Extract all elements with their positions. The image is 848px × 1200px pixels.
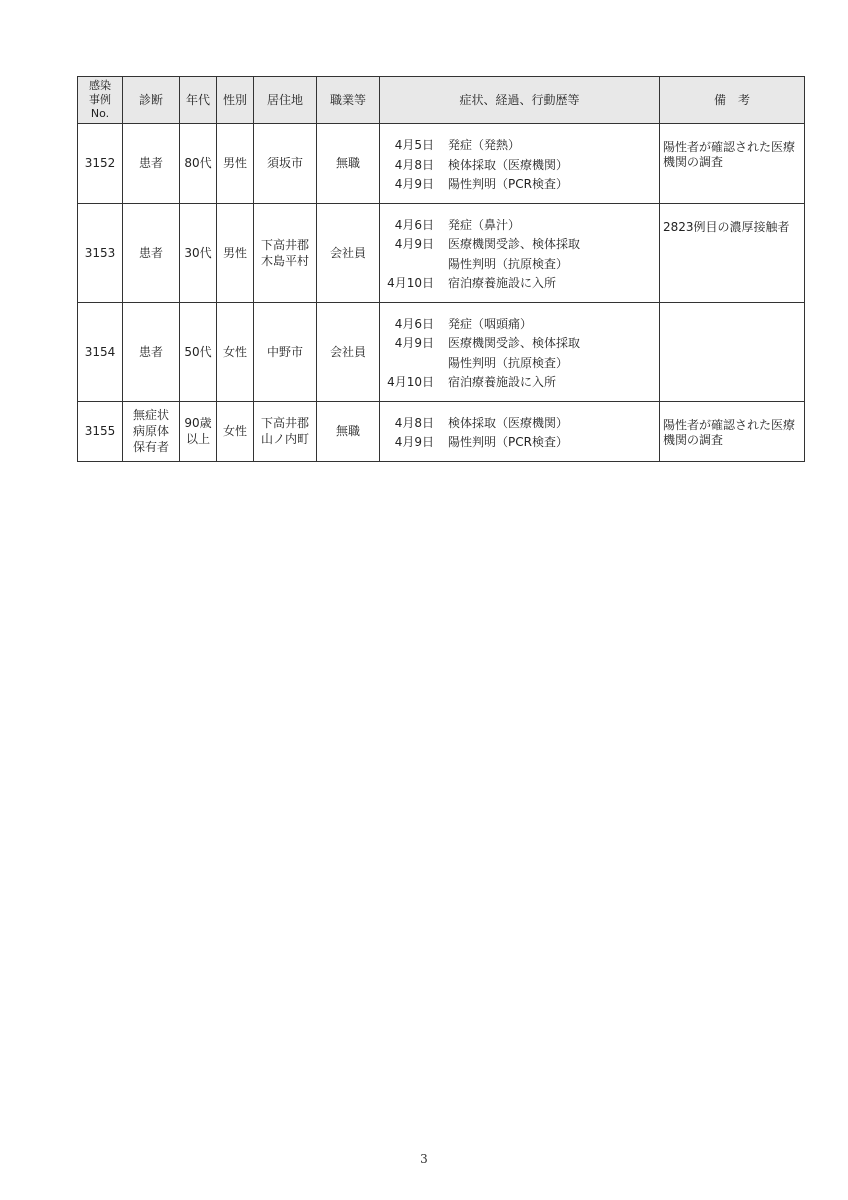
residence-cell-line: 木島平村 <box>260 253 309 268</box>
remarks-cell <box>660 401 805 461</box>
history-event: 医療機関受診、検体採取 <box>448 237 581 251</box>
residence-cell-line: 須坂市 <box>266 156 303 171</box>
diagnosis-cell-line: 患者 <box>138 344 163 359</box>
history-date: 4月8日 <box>394 157 434 172</box>
age-cell-line: 90歳 <box>184 416 212 430</box>
case-no-cell: 3155 <box>78 401 123 461</box>
sex-cell: 男性 <box>217 203 254 302</box>
history-event: 発症（咽頭痛） <box>448 316 533 331</box>
diagnosis-cell <box>123 302 180 401</box>
history-entry <box>384 315 655 335</box>
case-rows <box>78 124 805 462</box>
header-residence: 居住地 <box>254 77 317 124</box>
history-date: 4月10日 <box>387 276 434 290</box>
remarks-line: 機関の調査 <box>663 432 724 447</box>
residence-cell-line: 中野市 <box>266 344 303 359</box>
table-row <box>78 124 805 204</box>
case-table <box>77 76 805 462</box>
history-date <box>384 255 448 275</box>
history-event: 発症（鼻汁） <box>448 217 521 232</box>
history-date: 4月9日 <box>394 237 434 251</box>
age-cell <box>180 302 217 401</box>
history-entry <box>384 334 655 354</box>
occupation-cell: 会社員 <box>317 203 380 302</box>
history-date <box>384 354 448 374</box>
sex-cell: 女性 <box>217 302 254 401</box>
page-number: 3 <box>420 1152 428 1166</box>
diagnosis-cell-line: 患者 <box>138 156 163 171</box>
history-date: 4月6日 <box>394 316 434 331</box>
residence-cell-line: 山ノ内町 <box>260 432 309 446</box>
remarks-line: 陽性者が確認された医療 <box>663 140 796 154</box>
header-case-no-line: 事例 <box>89 93 111 106</box>
remarks-line: 機関の調査 <box>663 155 724 169</box>
remarks-line: 2823例目の濃厚接触者 <box>663 219 790 234</box>
history-date: 4月8日 <box>394 415 434 430</box>
header-case-no <box>78 77 123 124</box>
age-cell-line: 30代 <box>184 245 212 260</box>
header-diagnosis: 診断 <box>123 77 180 124</box>
history-event: 陽性判明（抗原検査） <box>448 256 569 271</box>
history-cell <box>380 203 660 302</box>
history-entry <box>384 136 655 156</box>
header-remarks: 備 考 <box>660 77 805 124</box>
residence-cell-line: 下高井郡 <box>260 416 309 430</box>
header-history: 症状、経過、行動歴等 <box>380 77 660 124</box>
age-cell <box>180 203 217 302</box>
history-entry <box>384 433 655 453</box>
occupation-cell: 無職 <box>317 401 380 461</box>
history-entry <box>384 235 655 255</box>
residence-cell <box>254 124 317 204</box>
sex-cell: 男性 <box>217 124 254 204</box>
remarks-line: 陽性者が確認された医療 <box>663 417 796 432</box>
history-event: 医療機関受診、検体採取 <box>448 336 581 350</box>
diagnosis-cell <box>123 401 180 461</box>
header-sex: 性別 <box>217 77 254 124</box>
table-row <box>78 203 805 302</box>
history-date: 4月9日 <box>394 435 434 449</box>
diagnosis-cell <box>123 124 180 204</box>
age-cell <box>180 124 217 204</box>
history-event: 陽性判明（PCR検査） <box>448 435 568 449</box>
history-event: 宿泊療養施設に入所 <box>448 375 557 389</box>
sex-cell: 女性 <box>217 401 254 461</box>
diagnosis-cell-line: 患者 <box>138 245 163 260</box>
age-cell-line: 80代 <box>184 156 212 171</box>
remarks-cell <box>660 124 805 204</box>
diagnosis-cell-line: 保有者 <box>132 440 169 454</box>
case-no-cell: 3154 <box>78 302 123 401</box>
residence-cell <box>254 302 317 401</box>
residence-cell <box>254 401 317 461</box>
history-entry <box>384 373 655 393</box>
history-event: 宿泊療養施設に入所 <box>448 276 557 290</box>
occupation-cell: 無職 <box>317 124 380 204</box>
header-case-no-line: No. <box>90 107 110 120</box>
history-date: 4月5日 <box>394 138 434 152</box>
history-cell <box>380 401 660 461</box>
table-row <box>78 302 805 401</box>
history-cell <box>380 302 660 401</box>
history-entry <box>384 216 655 236</box>
occupation-cell: 会社員 <box>317 302 380 401</box>
header-case-no-line: 感染 <box>89 79 111 92</box>
header-age: 年代 <box>180 77 217 124</box>
history-entry <box>384 354 655 374</box>
case-no-cell: 3152 <box>78 124 123 204</box>
history-date: 4月9日 <box>394 336 434 350</box>
age-cell <box>180 401 217 461</box>
diagnosis-cell-line: 病原体 <box>132 424 169 438</box>
history-entry <box>384 175 655 195</box>
residence-cell-line: 下高井郡 <box>260 237 309 252</box>
history-date: 4月10日 <box>387 375 434 389</box>
remarks-cell <box>660 203 805 302</box>
residence-cell <box>254 203 317 302</box>
header-occupation: 職業等 <box>317 77 380 124</box>
remarks-cell <box>660 302 805 401</box>
history-date: 4月9日 <box>394 177 434 191</box>
diagnosis-cell <box>123 203 180 302</box>
diagnosis-cell-line: 無症状 <box>132 408 169 422</box>
header-row <box>78 77 805 124</box>
history-event: 検体採取（医療機関） <box>448 157 569 172</box>
case-no-cell: 3153 <box>78 203 123 302</box>
history-entry <box>384 255 655 275</box>
history-cell <box>380 124 660 204</box>
history-event: 陽性判明（抗原検査） <box>448 355 569 370</box>
history-date: 4月6日 <box>394 217 434 232</box>
age-cell-line: 50代 <box>184 344 212 359</box>
history-entry <box>384 156 655 176</box>
history-event: 陽性判明（PCR検査） <box>448 177 568 191</box>
table-row <box>78 401 805 461</box>
history-entry <box>384 414 655 434</box>
history-entry <box>384 274 655 294</box>
history-event: 検体採取（医療機関） <box>448 415 569 430</box>
age-cell-line: 以上 <box>185 432 210 446</box>
history-event: 発症（発熱） <box>448 138 521 152</box>
